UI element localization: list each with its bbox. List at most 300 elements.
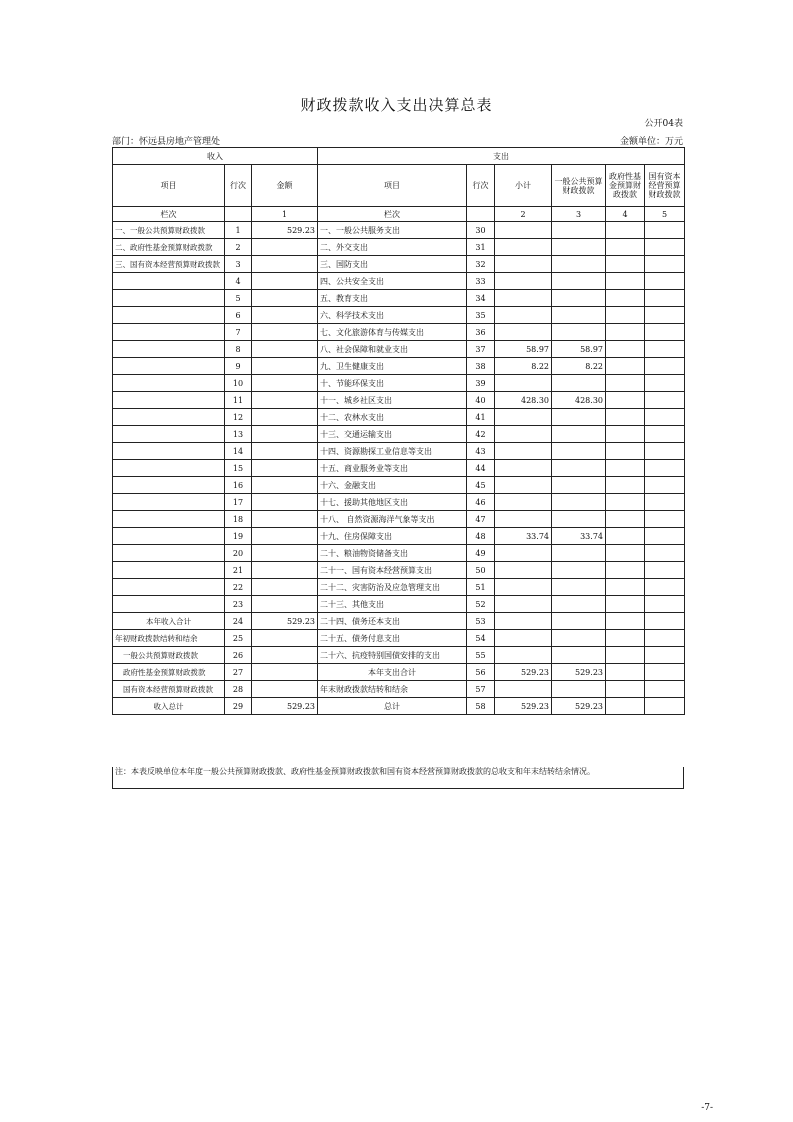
income-line-no: 15 (225, 460, 252, 477)
column-label-right: 栏次 (318, 207, 467, 222)
income-amount: 529.23 (252, 613, 318, 630)
expense-item: 年末财政拨款结转和结余 (318, 681, 467, 698)
table-body (113, 222, 685, 715)
income-item (113, 324, 225, 341)
table-row (113, 477, 685, 494)
subtotal-header: 小计 (495, 165, 552, 207)
income-item (113, 596, 225, 613)
table-row (113, 443, 685, 460)
expense-item: 二、外交支出 (318, 239, 467, 256)
subtotal-value (495, 630, 552, 647)
subtotal-value (495, 443, 552, 460)
income-line-no: 17 (225, 494, 252, 511)
income-line-no: 21 (225, 562, 252, 579)
general-budget-value: 33.74 (552, 528, 606, 545)
income-line-no: 20 (225, 545, 252, 562)
expense-item: 二十三、其他支出 (318, 596, 467, 613)
gov-fund-header: 政府性基金预算财政拨款 (606, 165, 645, 207)
income-amount (252, 545, 318, 562)
income-line-no: 29 (225, 698, 252, 715)
column-number-2: 2 (495, 207, 552, 222)
income-line-no: 5 (225, 290, 252, 307)
state-capital-value (645, 545, 685, 562)
income-amount (252, 664, 318, 681)
page-number: -7- (701, 1103, 713, 1113)
general-budget-value (552, 596, 606, 613)
table-row (113, 681, 685, 698)
gov-fund-value (606, 664, 645, 681)
income-item: 年初财政拨款结转和结余 (113, 630, 225, 647)
general-budget-value: 8.22 (552, 358, 606, 375)
general-budget-value (552, 477, 606, 494)
subtotal-value: 529.23 (495, 664, 552, 681)
gov-fund-value (606, 681, 645, 698)
expense-line-no: 52 (467, 596, 495, 613)
table-row (113, 596, 685, 613)
table-row (113, 392, 685, 409)
income-amount (252, 239, 318, 256)
income-item (113, 392, 225, 409)
general-budget-value (552, 307, 606, 324)
state-capital-value (645, 494, 685, 511)
income-line-no: 12 (225, 409, 252, 426)
expense-item: 二十六、抗疫特别国债安排的支出 (318, 647, 467, 664)
gov-fund-value (606, 562, 645, 579)
income-item (113, 528, 225, 545)
expense-item: 八、社会保障和就业支出 (318, 341, 467, 358)
gov-fund-value (606, 460, 645, 477)
income-item (113, 273, 225, 290)
income-line-no: 3 (225, 256, 252, 273)
general-budget-value (552, 511, 606, 528)
subtotal-value (495, 239, 552, 256)
expense-line-no: 31 (467, 239, 495, 256)
income-amount (252, 511, 318, 528)
general-budget-value (552, 239, 606, 256)
expense-line-no: 49 (467, 545, 495, 562)
general-budget-value: 428.30 (552, 392, 606, 409)
state-capital-value (645, 324, 685, 341)
income-line-no: 25 (225, 630, 252, 647)
income-item: 二、政府性基金预算财政拨款 (113, 239, 225, 256)
general-budget-value: 529.23 (552, 664, 606, 681)
column-number-4: 4 (606, 207, 645, 222)
general-budget-value (552, 443, 606, 460)
table-row (113, 613, 685, 630)
subtotal-value (495, 222, 552, 239)
table-row (113, 647, 685, 664)
expense-line-no: 36 (467, 324, 495, 341)
income-item: 一、一般公共预算财政拨款 (113, 222, 225, 239)
expense-line-no: 42 (467, 426, 495, 443)
expense-item: 十六、金融支出 (318, 477, 467, 494)
state-capital-value (645, 477, 685, 494)
subtotal-value: 58.97 (495, 341, 552, 358)
income-item (113, 545, 225, 562)
state-capital-value (645, 460, 685, 477)
income-line-no: 28 (225, 681, 252, 698)
income-amount (252, 324, 318, 341)
table-row (113, 494, 685, 511)
state-capital-value (645, 307, 685, 324)
general-budget-value (552, 494, 606, 511)
gov-fund-value (606, 545, 645, 562)
income-line-no: 23 (225, 596, 252, 613)
income-amount (252, 290, 318, 307)
income-line-no: 19 (225, 528, 252, 545)
gov-fund-value (606, 494, 645, 511)
subtotal-value (495, 647, 552, 664)
income-line-no: 13 (225, 426, 252, 443)
subtotal-value (495, 596, 552, 613)
empty-cell (467, 207, 495, 222)
state-capital-value (645, 630, 685, 647)
general-budget-value (552, 562, 606, 579)
table-row (113, 256, 685, 273)
expense-line-no: 37 (467, 341, 495, 358)
income-line-no: 9 (225, 358, 252, 375)
department-label: 部门：怀远县房地产管理处 (112, 137, 221, 147)
expense-item: 十一、城乡社区支出 (318, 392, 467, 409)
subtotal-value (495, 494, 552, 511)
expense-item: 二十、粮油物资储备支出 (318, 545, 467, 562)
table-row (113, 630, 685, 647)
expense-line-no: 30 (467, 222, 495, 239)
expense-item: 本年支出合计 (318, 664, 467, 681)
income-amount (252, 392, 318, 409)
expense-item-header: 项目 (318, 165, 467, 207)
income-amount (252, 307, 318, 324)
gov-fund-value (606, 698, 645, 715)
income-item-header: 项目 (113, 165, 225, 207)
column-number-3: 3 (552, 207, 606, 222)
expense-item: 二十四、债务还本支出 (318, 613, 467, 630)
income-amount (252, 562, 318, 579)
expense-item: 十八、 自然资源海洋气象等支出 (318, 511, 467, 528)
subtotal-value (495, 562, 552, 579)
income-amount (252, 256, 318, 273)
expense-line-no: 38 (467, 358, 495, 375)
state-capital-value (645, 647, 685, 664)
subtotal-value (495, 477, 552, 494)
expense-item: 三、国防支出 (318, 256, 467, 273)
table-row (113, 307, 685, 324)
state-capital-value (645, 681, 685, 698)
subtotal-value (495, 307, 552, 324)
expense-line-no: 40 (467, 392, 495, 409)
expense-line-no: 55 (467, 647, 495, 664)
income-line-no: 26 (225, 647, 252, 664)
subtotal-value (495, 579, 552, 596)
income-item (113, 477, 225, 494)
income-line-no: 10 (225, 375, 252, 392)
state-capital-value (645, 392, 685, 409)
gov-fund-value (606, 647, 645, 664)
income-item (113, 426, 225, 443)
state-capital-value (645, 409, 685, 426)
income-line-no: 22 (225, 579, 252, 596)
expense-item: 十九、住房保障支出 (318, 528, 467, 545)
income-item: 国有资本经营预算财政拨款 (113, 681, 225, 698)
state-capital-value (645, 375, 685, 392)
general-budget-value (552, 426, 606, 443)
subtotal-value (495, 511, 552, 528)
general-budget-value (552, 613, 606, 630)
general-budget-value (552, 375, 606, 392)
expense-item: 二十一、国有资本经营预算支出 (318, 562, 467, 579)
expense-line-no: 54 (467, 630, 495, 647)
expense-line-no: 35 (467, 307, 495, 324)
income-amount (252, 375, 318, 392)
expense-item: 一、一般公共服务支出 (318, 222, 467, 239)
state-capital-value (645, 341, 685, 358)
income-item: 一般公共预算财政拨款 (113, 647, 225, 664)
expense-item: 十三、交通运输支出 (318, 426, 467, 443)
expense-item: 十七、援助其他地区支出 (318, 494, 467, 511)
expense-line-header: 行次 (467, 165, 495, 207)
income-amount (252, 358, 318, 375)
subtotal-value (495, 273, 552, 290)
expense-item: 六、科学技术支出 (318, 307, 467, 324)
expense-header: 支出 (318, 148, 685, 165)
gov-fund-value (606, 443, 645, 460)
table-row (113, 409, 685, 426)
table-row (113, 290, 685, 307)
general-budget-value (552, 324, 606, 341)
income-item (113, 307, 225, 324)
expense-line-no: 32 (467, 256, 495, 273)
income-amount (252, 341, 318, 358)
income-item: 本年收入合计 (113, 613, 225, 630)
gov-fund-value (606, 630, 645, 647)
subtotal-value (495, 324, 552, 341)
gov-fund-value (606, 324, 645, 341)
table-row (113, 222, 685, 239)
income-line-header: 行次 (225, 165, 252, 207)
general-budget-value (552, 647, 606, 664)
income-line-no: 11 (225, 392, 252, 409)
gov-fund-value (606, 579, 645, 596)
income-amount (252, 528, 318, 545)
table-row (113, 562, 685, 579)
gov-fund-value (606, 511, 645, 528)
income-item (113, 409, 225, 426)
income-item (113, 511, 225, 528)
subtotal-value (495, 256, 552, 273)
state-capital-value (645, 562, 685, 579)
gov-fund-value (606, 613, 645, 630)
state-capital-value (645, 698, 685, 715)
state-capital-value (645, 256, 685, 273)
income-item (113, 358, 225, 375)
income-item (113, 375, 225, 392)
income-line-no: 7 (225, 324, 252, 341)
subtotal-value (495, 375, 552, 392)
general-budget-value (552, 256, 606, 273)
state-capital-value (645, 528, 685, 545)
expense-item: 十、节能环保支出 (318, 375, 467, 392)
income-line-no: 27 (225, 664, 252, 681)
general-budget-value (552, 681, 606, 698)
state-capital-value (645, 596, 685, 613)
expense-line-no: 34 (467, 290, 495, 307)
state-capital-value (645, 443, 685, 460)
income-amount (252, 273, 318, 290)
income-item (113, 562, 225, 579)
income-amount (252, 681, 318, 698)
table-row (113, 545, 685, 562)
income-item: 收入总计 (113, 698, 225, 715)
expense-line-no: 43 (467, 443, 495, 460)
expense-line-no: 50 (467, 562, 495, 579)
expense-item: 七、文化旅游体育与传媒支出 (318, 324, 467, 341)
subtotal-value (495, 681, 552, 698)
income-item (113, 494, 225, 511)
subtotal-value (495, 460, 552, 477)
subtotal-value: 428.30 (495, 392, 552, 409)
expense-item: 四、公共安全支出 (318, 273, 467, 290)
expense-item: 二十五、债务付息支出 (318, 630, 467, 647)
subtotal-value (495, 613, 552, 630)
income-amount (252, 596, 318, 613)
state-capital-value (645, 358, 685, 375)
table-row (113, 341, 685, 358)
state-capital-value (645, 222, 685, 239)
subtotal-value (495, 290, 552, 307)
expense-line-no: 41 (467, 409, 495, 426)
income-line-no: 2 (225, 239, 252, 256)
gov-fund-value (606, 239, 645, 256)
expense-item: 九、卫生健康支出 (318, 358, 467, 375)
income-item: 政府性基金预算财政拨款 (113, 664, 225, 681)
gov-fund-value (606, 358, 645, 375)
state-capital-value (645, 239, 685, 256)
income-line-no: 14 (225, 443, 252, 460)
expense-line-no: 58 (467, 698, 495, 715)
expense-line-no: 45 (467, 477, 495, 494)
income-line-no: 4 (225, 273, 252, 290)
expense-line-no: 56 (467, 664, 495, 681)
general-budget-value: 58.97 (552, 341, 606, 358)
income-item (113, 341, 225, 358)
expense-line-no: 53 (467, 613, 495, 630)
table-row (113, 460, 685, 477)
income-line-no: 16 (225, 477, 252, 494)
gov-fund-value (606, 375, 645, 392)
gov-fund-value (606, 290, 645, 307)
state-capital-value (645, 511, 685, 528)
general-budget-value (552, 290, 606, 307)
income-amount (252, 579, 318, 596)
state-capital-value (645, 290, 685, 307)
general-budget-value (552, 409, 606, 426)
income-amount (252, 443, 318, 460)
expense-line-no: 57 (467, 681, 495, 698)
state-capital-value (645, 579, 685, 596)
income-amount: 529.23 (252, 222, 318, 239)
general-budget-value: 529.23 (552, 698, 606, 715)
column-number-5: 5 (645, 207, 685, 222)
table-row (113, 528, 685, 545)
expense-line-no: 33 (467, 273, 495, 290)
state-capital-value (645, 664, 685, 681)
page-title: 财政拨款收入支出决算总表 (300, 96, 493, 114)
subtotal-value: 33.74 (495, 528, 552, 545)
gov-fund-value (606, 596, 645, 613)
expense-line-no: 39 (467, 375, 495, 392)
table-row (113, 239, 685, 256)
expense-item: 总计 (318, 698, 467, 715)
income-item (113, 290, 225, 307)
income-item (113, 579, 225, 596)
subtotal-value: 529.23 (495, 698, 552, 715)
gov-fund-value (606, 528, 645, 545)
table-row (113, 324, 685, 341)
income-amount (252, 477, 318, 494)
state-capital-value (645, 613, 685, 630)
income-line-no: 1 (225, 222, 252, 239)
general-budget-value (552, 630, 606, 647)
expense-line-no: 44 (467, 460, 495, 477)
expense-item: 十二、农林水支出 (318, 409, 467, 426)
gov-fund-value (606, 409, 645, 426)
table-note: 注：本表反映单位本年度一般公共预算财政拨款、政府性基金预算财政拨款和国有资本经营预算财政拨款的总收支和年末结转结余情况。 (112, 767, 684, 789)
income-amount (252, 630, 318, 647)
expense-item: 二十二、灾害防治及应急管理支出 (318, 579, 467, 596)
empty-cell (225, 207, 252, 222)
income-line-no: 6 (225, 307, 252, 324)
income-item: 三、国有资本经营预算财政拨款 (113, 256, 225, 273)
income-item (113, 443, 225, 460)
gov-fund-value (606, 222, 645, 239)
expense-line-no: 46 (467, 494, 495, 511)
gov-fund-value (606, 256, 645, 273)
gov-fund-value (606, 477, 645, 494)
income-amount (252, 494, 318, 511)
unit-label: 金额单位：万元 (619, 137, 683, 147)
income-amount (252, 409, 318, 426)
subtotal-value (495, 426, 552, 443)
table-row (113, 358, 685, 375)
gov-fund-value (606, 392, 645, 409)
income-amount (252, 460, 318, 477)
expense-line-no: 51 (467, 579, 495, 596)
subtotal-value (495, 409, 552, 426)
table-row (113, 273, 685, 290)
income-line-no: 18 (225, 511, 252, 528)
table-row (113, 664, 685, 681)
income-header: 收入 (113, 148, 318, 165)
subtotal-value: 8.22 (495, 358, 552, 375)
form-code: 公开04表 (644, 119, 683, 129)
general-budget-value (552, 460, 606, 477)
table-row (113, 375, 685, 392)
expense-item: 十四、资源勘探工业信息等支出 (318, 443, 467, 460)
table-row (113, 511, 685, 528)
income-amount (252, 426, 318, 443)
income-item (113, 460, 225, 477)
table-row (113, 426, 685, 443)
budget-table (112, 147, 685, 715)
gov-fund-value (606, 273, 645, 290)
gov-fund-value (606, 426, 645, 443)
general-budget-value (552, 545, 606, 562)
income-amount-header: 金额 (252, 165, 318, 207)
table-row (113, 579, 685, 596)
income-line-no: 8 (225, 341, 252, 358)
general-budget-value (552, 273, 606, 290)
subtotal-value (495, 545, 552, 562)
